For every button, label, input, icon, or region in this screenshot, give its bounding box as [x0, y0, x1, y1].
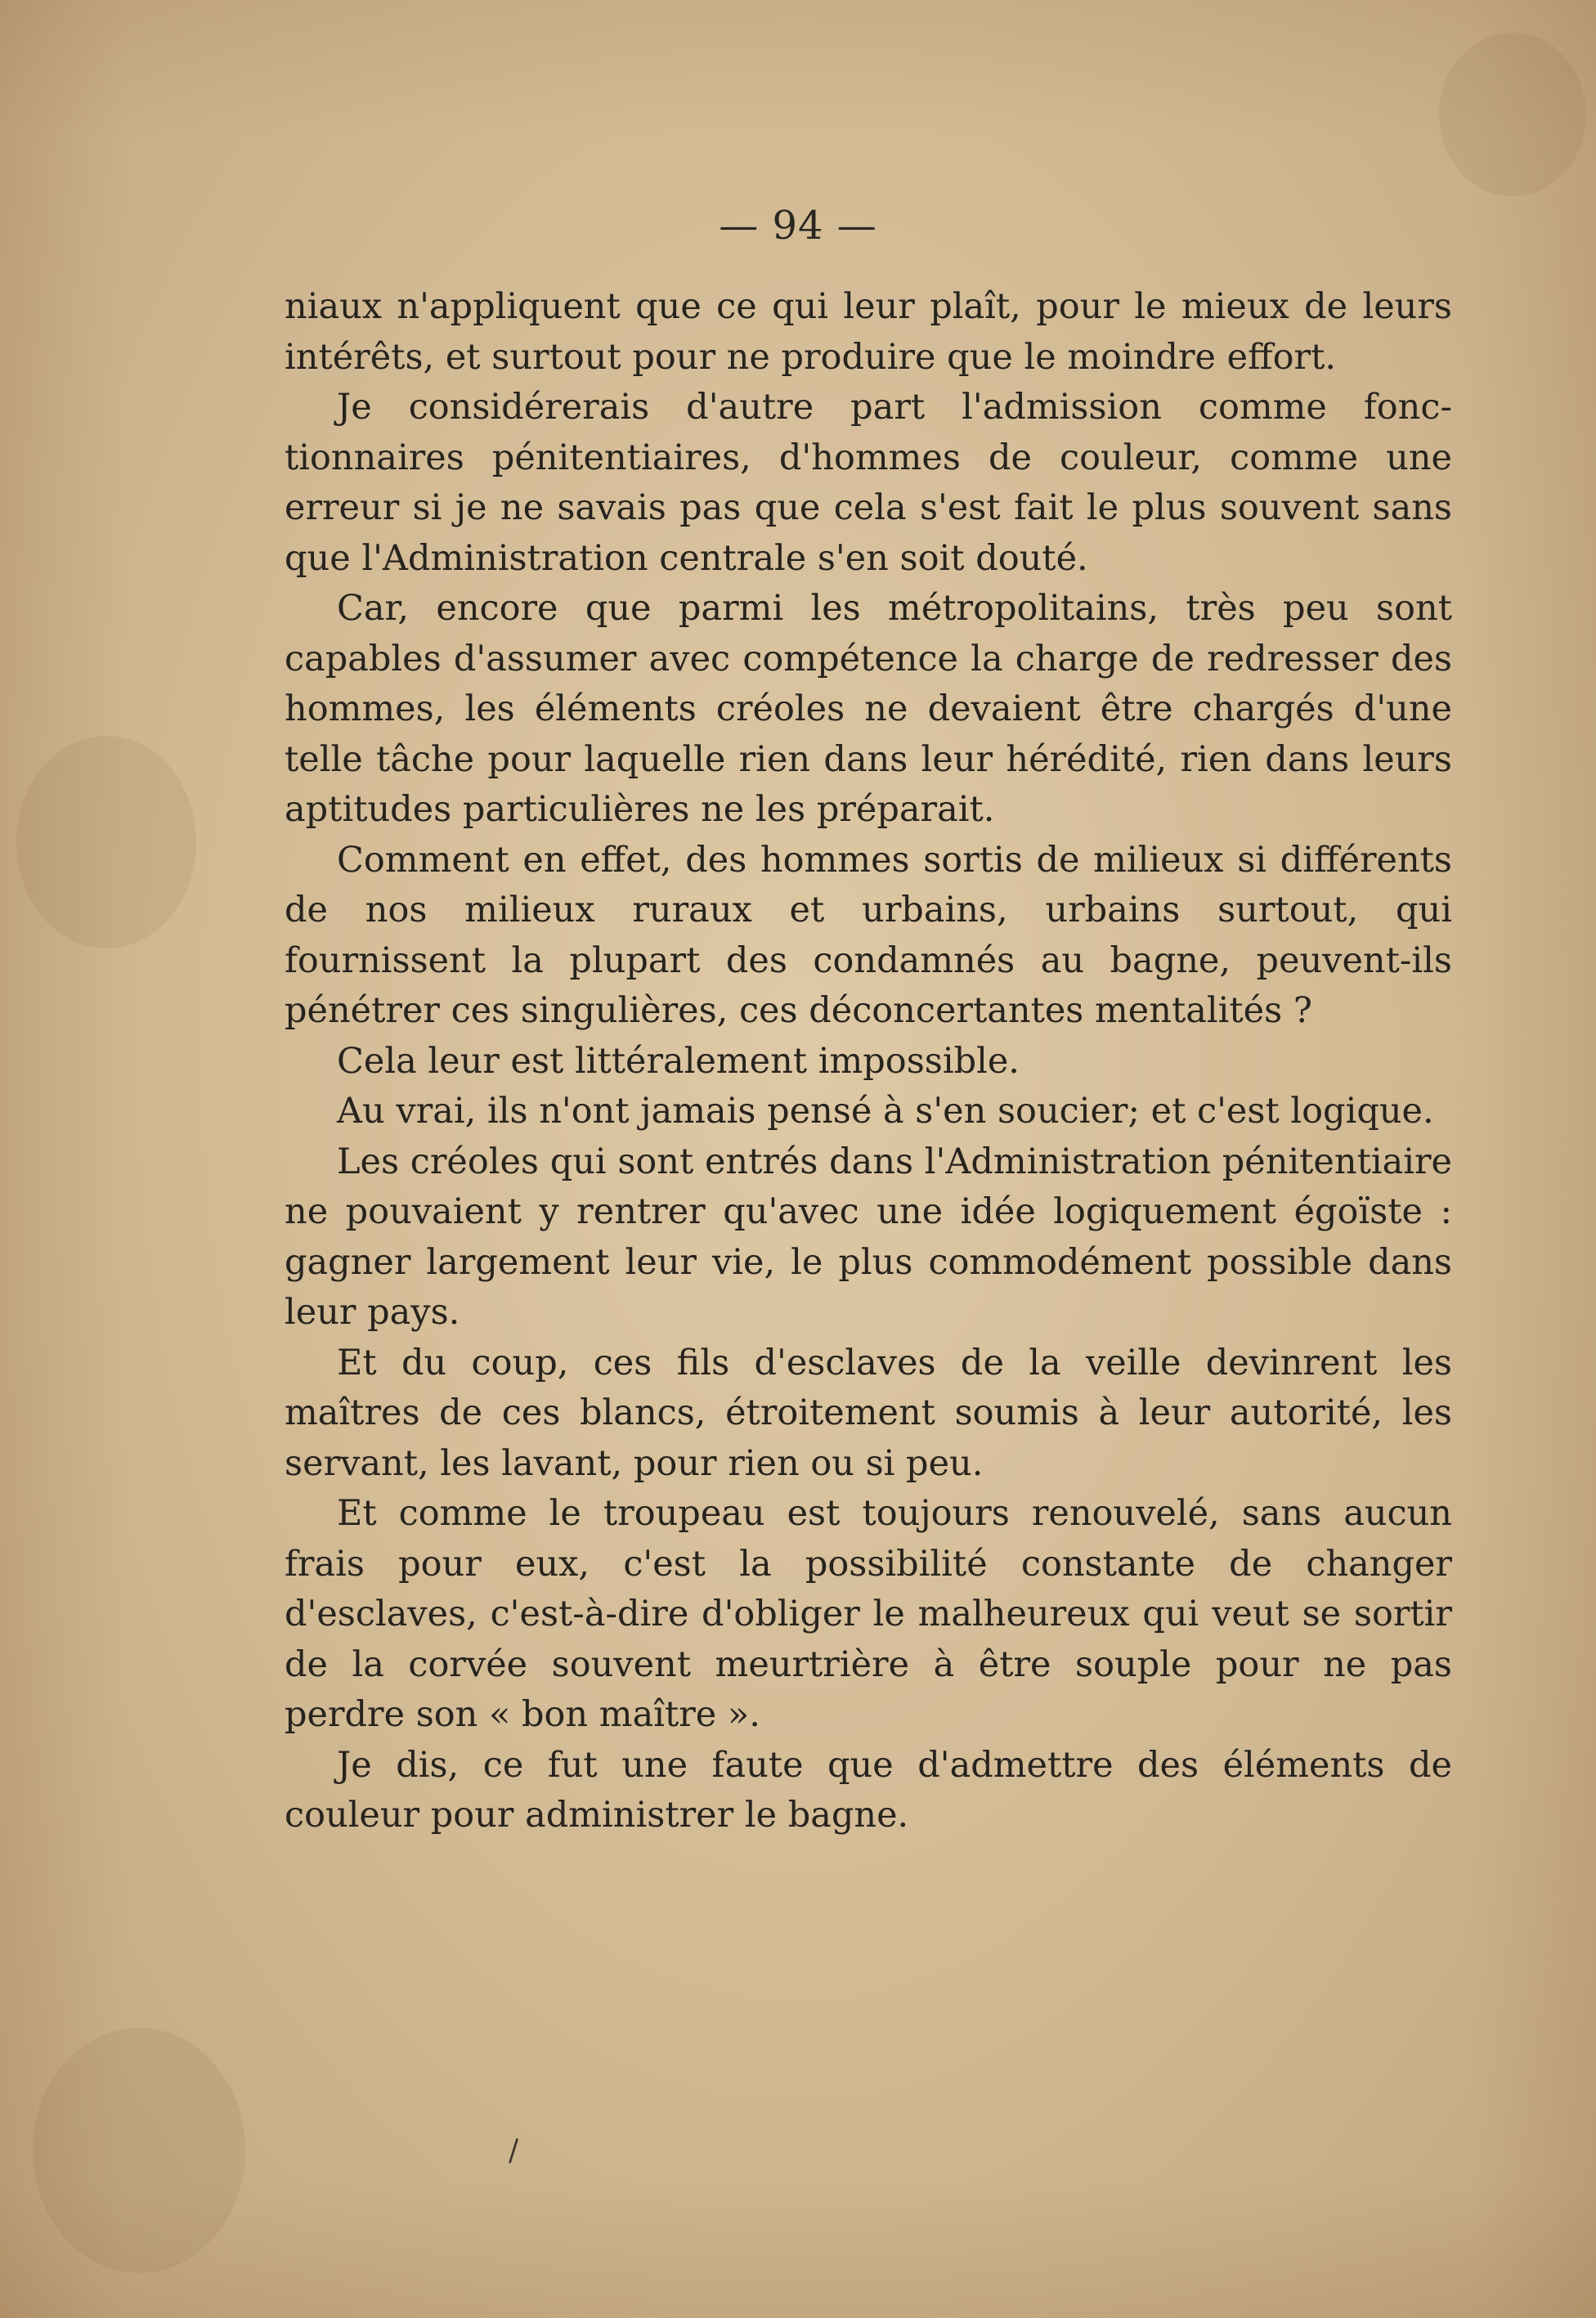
paragraph: Comment en effet, des hommes sortis de milieux si différents de nos milieux ruraux et urbains, urbains surtout, qui fournissent la plupart des condamnés au bagne, peuvent-ils pénétrer ces singulières, ces déconcertantes mentalités ?: [285, 839, 1452, 1031]
body-text: [285, 282, 1452, 1841]
paragraph: Et comme le troupeau est toujours renouvelé, sans aucun frais pour eux, c'est la possibilité constante de changer d'esclaves, c'est-à-dire d'obliger le malheureux qui veut se sortir de la corvée souvent meurtrière à être souple pour ne pas perdre son « bon maître ».: [285, 1493, 1452, 1735]
paragraph: Au vrai, ils n'ont jamais pensé à s'en soucier; et c'est logique.: [337, 1091, 1434, 1132]
paper-stain: [33, 2028, 245, 2273]
paragraph: Je dis, ce fut une faute que d'admettre des éléments de couleur pour administrer le bagne.: [285, 1744, 1452, 1836]
paragraph: Et du coup, ces fils d'esclaves de la veille devinrent les maîtres de ces blancs, étroitement soumis à leur autorité, les servant, les lavant, pour rien ou si peu.: [285, 1342, 1452, 1484]
paragraph: Les créoles qui sont entrés dans l'Administration pénitentiaire ne pouvaient y rentrer qu'avec une idée logiquement égoïste : gagner largement leur vie, le plus commodément possible dans leur pays.: [285, 1141, 1452, 1333]
stray-mark: /: [509, 2134, 519, 2168]
paper-stain: [1439, 33, 1586, 196]
paragraph: Cela leur est littéralement impossible.: [337, 1040, 1020, 1082]
paper-stain: [16, 736, 196, 948]
paragraph: Car, encore que parmi les métropolitains, très peu sont capables d'assumer avec compétence la charge de redresser des hommes, les éléments créoles ne devaient être chargés d'une telle tâche pour laquelle rien dans leur hérédité, rien dans leurs aptitudes particulières ne les préparait.: [285, 588, 1452, 830]
paragraph: niaux n'appliquent que ce qui leur plaît, pour le mieux de leurs intérêts, et surtout pour ne produire que le moindre effort.: [285, 286, 1452, 378]
page-number-header: — 94 —: [719, 203, 877, 249]
paragraph: Je considérerais d'autre part l'admission comme fonctionnaires pénitentiaires, d'hommes de couleur, comme une erreur si je ne savais pas que cela s'est fait le plus souvent sans que l'Administration centrale s'en soit douté.: [285, 387, 1452, 579]
